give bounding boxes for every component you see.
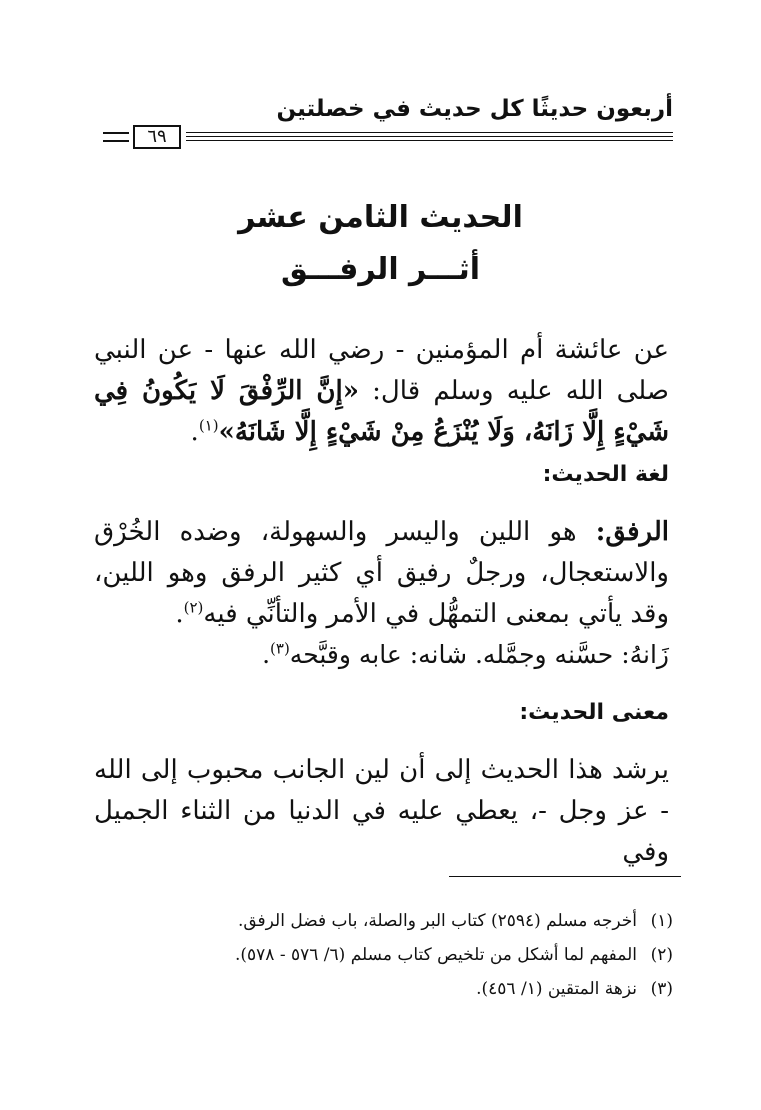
footnote-number: (٢)	[650, 945, 673, 965]
language-body: هو اللين واليسر والسهولة، وضده الخُرْق والاستعجال، ورجلٌ رفيق أي كثير الرفق وهو اللين، وقد يأتي بمعنى التمهُّل في الأمر والتأنِّي فيه	[94, 517, 669, 629]
zanahu-text: زَانهُ: حسَّنه وجمَّله. شانه: عابه وقبَّحه	[289, 640, 669, 669]
footnote-text: أخرجه مسلم (٢٥٩٤) كتاب البر والصلة، باب فضل الرفق.	[237, 911, 637, 931]
footnote-text: نزهة المتقين (١/ ٤٥٦).	[476, 979, 637, 999]
footnote-ref: (١)	[198, 416, 219, 435]
footnotes	[120, 904, 673, 1006]
meaning-paragraph: يرشد هذا الحديث إلى أن لين الجانب محبوب إلى الله - عز وجل -، يعطي عليه في الدنيا من الثناء الجميل وفي	[94, 755, 669, 867]
footnote-text: المفهم لما أشكل من تلخيص كتاب مسلم (٦/ ٥٧٦ - ٥٧٨).	[234, 945, 637, 965]
header-rule	[186, 140, 673, 141]
page-number: ٦٩	[133, 125, 181, 149]
header-rule	[186, 136, 673, 137]
running-header-title: أربعون حديثًا كل حديث في خصلتين	[276, 96, 673, 122]
footnote	[120, 938, 673, 972]
term-label: الرفق:	[595, 517, 669, 547]
period: .	[175, 599, 184, 629]
footnote-ref: (٣)	[270, 639, 290, 658]
chapter-subtitle: أثـــر الرفـــق	[280, 252, 481, 287]
footnote-number: (١)	[650, 911, 673, 931]
footnote-separator	[449, 876, 681, 877]
period: .	[190, 417, 199, 447]
section-heading-language: لغة الحديث:	[542, 462, 669, 487]
footnote	[120, 904, 673, 938]
header-ornament	[103, 132, 129, 134]
footnote-ref: (٢)	[183, 598, 204, 617]
hadith-intro: عن عائشة أم المؤمنين - رضي الله عنها - عن النبي صلى الله عليه وسلم قال:	[94, 335, 669, 406]
header-ornament	[103, 140, 129, 142]
zanahu-paragraph	[94, 634, 669, 675]
header-rule	[186, 132, 673, 133]
section-heading-meaning: معنى الحديث:	[519, 700, 669, 725]
footnote	[120, 972, 673, 1006]
language-paragraph	[94, 512, 669, 635]
hadith-text: «إِنَّ الرِّفْقَ لَا يَكُونُ فِي شَيْءٍ إِلَّا زَانَهُ، وَلَا يُنْزَعُ مِنْ شَيْءٍ إِلَّا شَانَهُ»	[94, 376, 669, 447]
chapter-title: الحديث الثامن عشر	[238, 200, 523, 235]
period: .	[262, 640, 271, 669]
hadith-paragraph	[94, 330, 669, 453]
footnote-number: (٣)	[650, 979, 673, 999]
